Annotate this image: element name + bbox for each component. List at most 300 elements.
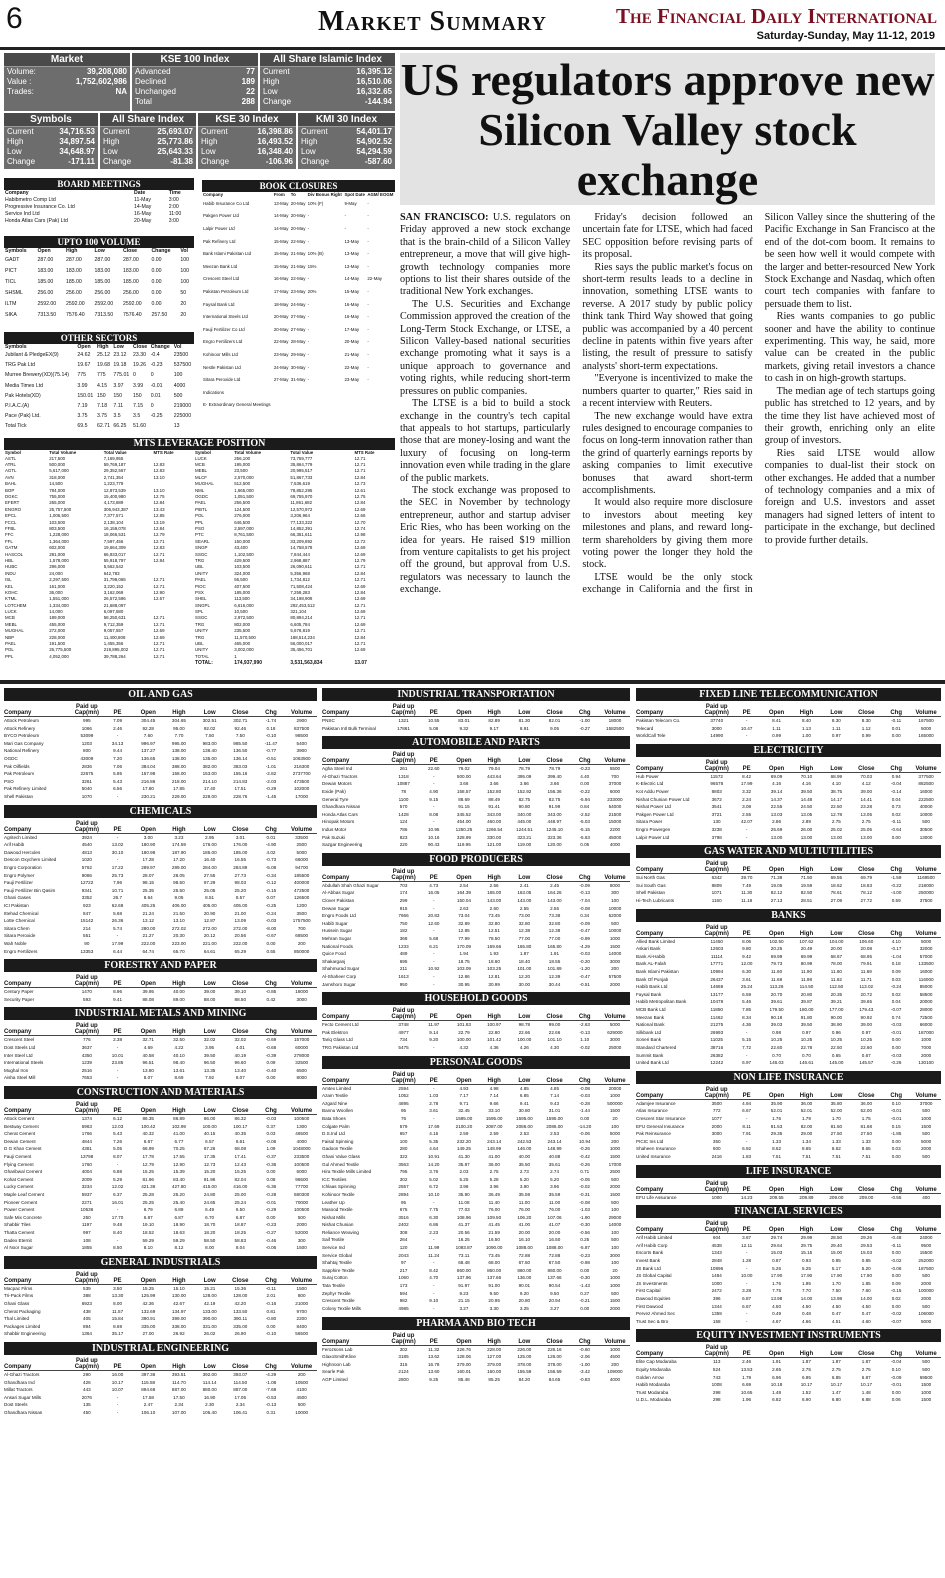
page-header [0, 0, 945, 50]
table-cell: 96.60 [234, 1060, 247, 1066]
table-cell: Indications [203, 389, 224, 395]
table-cell: -0.08 [579, 1085, 590, 1091]
table-cell: 43009 [80, 755, 94, 761]
table-cell: 14.48 [800, 796, 813, 802]
table-cell: 5,678,819 [290, 628, 310, 634]
table-cell: 233000 [607, 796, 623, 802]
table-cell: 59.29 [173, 1237, 185, 1243]
table-cell: 12.71 [153, 615, 165, 621]
table-cell: - [367, 213, 369, 219]
table-cell: 56500 [295, 1331, 309, 1337]
table-cell: 4.94 [742, 1100, 752, 1106]
table-cell: 136.14 [233, 755, 248, 761]
table-cell: 158.57 [456, 788, 471, 794]
table-cell: 68.00 [488, 1260, 500, 1266]
table-cell: 1,334,000 [49, 602, 69, 608]
table-cell: 11.00 [518, 1199, 530, 1205]
table-cell: 2000 [920, 1280, 932, 1286]
table-cell: 79.04 [488, 766, 500, 772]
table-cell: Dewan Motors [322, 781, 352, 787]
total-rate: 13.07 [354, 659, 367, 666]
table-cell: 85.25 [488, 1376, 500, 1382]
table-cell: -0.23 [150, 362, 163, 369]
column-header: Vol [173, 344, 182, 350]
table-cell: 1052 [398, 1093, 409, 1099]
table-cell: 137.27 [141, 748, 156, 754]
table-cell: 500.00 [456, 773, 471, 779]
table-cell: 16,159,078 [103, 525, 126, 531]
table-cell: 153.00 [202, 771, 217, 777]
table-cell: 20.00 [548, 1229, 561, 1235]
table-cell: 100.97 [487, 1022, 502, 1028]
sector-header-row [4, 1020, 317, 1036]
sector-header-row [636, 1218, 941, 1234]
table-cell: - [745, 1052, 748, 1058]
table-cell: Pak Suzuki [322, 834, 345, 840]
table-cell: Sazgar Engineering [322, 842, 363, 848]
table-cell: 88.00 [203, 996, 216, 1002]
table-cell: 29.40 [830, 1242, 843, 1248]
table-cell: 100 [173, 372, 183, 379]
table-cell: 2000 [920, 1295, 932, 1301]
table-cell: 12.69 [354, 551, 366, 557]
column-header: PE [742, 1092, 751, 1099]
column-header: Paid up Cap(mn) [704, 861, 729, 874]
table-cell: TRG [195, 621, 205, 627]
table-cell: 17.85 [173, 786, 185, 792]
table-cell: 136.40 [202, 748, 217, 754]
table-cell: 7.91 [742, 1131, 752, 1137]
table-cell: 5,356,968 [290, 570, 310, 576]
table-cell: Azgard Nine [322, 1100, 348, 1106]
table-cell: 1.11 [772, 725, 781, 731]
table-cell: 2.56 [489, 882, 499, 888]
table-cell: PICT [5, 267, 17, 274]
column-header: High [96, 344, 109, 350]
table-cell: - [745, 834, 748, 840]
table-cell: Invest Bank [636, 1257, 661, 1263]
table-cell: 25.25 [142, 1199, 154, 1205]
table-cell: -2.63 [579, 1022, 590, 1028]
table-cell: 0.97 [831, 733, 841, 739]
table-cell: 0.00 [891, 1037, 901, 1043]
table-cell: -0.21 [579, 1298, 590, 1304]
article-paragraph: Ries said LTSE would allow companies to dual-list their stock on other exchanges. He added that a number of technology companies and a mix of foreign and U.S. investors and asset managers had signed letters of intent to participate in the exchange, but declined to provide further details. [764, 447, 935, 546]
table-cell: 0.08 [266, 1176, 276, 1182]
table-cell: - [307, 339, 310, 345]
table-cell: -0.25 [265, 902, 277, 908]
table-cell: 16-May [134, 210, 152, 217]
table-cell: 15142 [80, 918, 94, 924]
table-cell: 22.66 [518, 1029, 531, 1035]
column-header: Low [518, 1338, 531, 1345]
table-cell: Ichlaas Spinning [322, 1184, 356, 1190]
table-cell: 12603 [710, 946, 724, 952]
table-cell: 11.08 [458, 1199, 470, 1205]
table-cell: 85000 [919, 984, 933, 990]
table-cell: 29.64 [770, 1242, 783, 1248]
table-cell: SSGC [195, 615, 208, 621]
table-cell: 2.86 [772, 819, 782, 825]
table-row [636, 834, 941, 842]
table-cell: 68500 [295, 933, 309, 939]
table-cell: 580300 [294, 1191, 310, 1197]
table-cell: 14-May [273, 225, 289, 231]
table-cell: 8809 [711, 882, 722, 888]
table-row [4, 910, 317, 918]
table-cell: 2.45 [550, 882, 560, 888]
table-cell: -0.29 [265, 1207, 277, 1213]
table-cell: 10.95 [427, 826, 440, 832]
table-cell: 415.00 [202, 1184, 217, 1190]
table-cell: 646,500 [234, 519, 251, 525]
table-cell: 7.18 [96, 403, 108, 410]
table-cell: Amtex Limited [322, 1085, 352, 1091]
table-cell: 69.5 [77, 423, 88, 430]
table-cell: - [432, 1283, 435, 1289]
table-cell: 90.92 [860, 1014, 873, 1020]
table-cell: 17000 [295, 793, 309, 799]
table-cell: 8.30 [831, 718, 841, 723]
table-cell: 10000 [608, 905, 622, 911]
table-cell: -0.01 [890, 1115, 902, 1121]
table-cell: 7313.50 [94, 311, 114, 318]
table-cell: 11.00 [548, 1199, 561, 1205]
column-header: Company [203, 192, 224, 197]
table-cell: 200 [611, 1138, 619, 1144]
table-cell: 18,066,531 [103, 532, 126, 538]
table-cell: 176.00 [202, 842, 217, 848]
table-cell: 837500 [294, 725, 310, 731]
table-row [4, 1206, 317, 1214]
table-cell: 146.61 [799, 1060, 814, 1066]
table-cell: 12.69 [354, 647, 366, 653]
table-cell: -1.01 [265, 763, 277, 769]
table-cell: 256.00 [94, 289, 111, 296]
table-cell: Nishat Chunian [322, 1222, 354, 1228]
table-row [202, 197, 395, 210]
table-cell: SNGP [195, 545, 208, 551]
column-header: Paid up Cap(mn) [74, 1358, 100, 1370]
table-cell: -2.52 [579, 811, 590, 817]
table-cell: 128.06 [456, 1354, 471, 1360]
table-row [636, 1366, 941, 1374]
table-cell: 20.08 [860, 946, 873, 952]
table-cell: Pakgen Power Ltd [636, 811, 674, 817]
table-cell: 250000 [918, 890, 934, 896]
table-cell: Masood Textile [322, 1207, 353, 1213]
table-cell: - [432, 905, 435, 911]
table-cell: 14-May [273, 213, 289, 219]
table-cell: 0 [133, 372, 136, 379]
table-cell: 10.71 [111, 887, 124, 893]
sector-title: LIFE INSURANCE [636, 1165, 941, 1178]
table-cell: 0.04 [891, 796, 901, 802]
table-cell: 3500 [711, 1100, 722, 1106]
table-row [636, 1194, 941, 1202]
table-cell: 7.70 [801, 1288, 811, 1294]
table-cell: -0.04 [890, 1359, 902, 1365]
table-cell: 602,000 [49, 545, 66, 551]
table-cell: 10,500 [234, 609, 248, 615]
table-cell: 378.00 [517, 1361, 532, 1367]
table-cell: Ghandhara Nissan [4, 1409, 43, 1415]
table-row [322, 1199, 630, 1207]
table-row [4, 1401, 317, 1409]
column-header: Close [858, 867, 875, 874]
column-header: High [487, 710, 501, 716]
table-cell: 36.00 [800, 1100, 813, 1106]
table-cell: 13798 [80, 1153, 94, 1159]
column-header: Paid up Cap(mn) [704, 1086, 729, 1099]
table-cell: 91.99 [548, 804, 561, 810]
table-cell: 22.50 [830, 1044, 843, 1050]
table-cell: 37740 [710, 718, 724, 723]
table-cell: 39.14 [770, 788, 783, 794]
table-cell: 880.00 [202, 1387, 217, 1393]
table-cell: 187500 [918, 1265, 934, 1271]
table-cell: 500 [611, 1199, 619, 1205]
table-row [4, 770, 317, 778]
table-cell: 1500 [609, 1298, 621, 1304]
table-cell: 232.20 [456, 1138, 471, 1144]
table-cell: 272.00 [233, 925, 248, 931]
table-cell: - [116, 1402, 119, 1408]
table-cell: 13.00 [860, 834, 873, 840]
table-cell: MLCF [195, 474, 207, 480]
table-row [636, 897, 941, 905]
table-cell: - [116, 834, 119, 840]
column-header: Chg [578, 874, 591, 881]
table-cell: 12.71 [153, 577, 165, 583]
table-row [4, 1229, 317, 1237]
table-cell: 0.01 [891, 725, 901, 731]
table-cell: 11.62 [830, 976, 842, 982]
table-cell: 472500 [294, 887, 310, 893]
table-cell: 570 [399, 804, 408, 810]
table-cell: 78.50 [488, 935, 500, 941]
table-cell: 3.61 [429, 1108, 439, 1114]
table-cell: 894.68 [141, 1387, 156, 1393]
table-cell: - [745, 826, 748, 832]
table-cell: 12.71 [354, 641, 366, 647]
sector-title: GAS WATER AND MULTIUTILITIES [636, 845, 941, 858]
table-cell: 0.00 [151, 300, 162, 307]
table-cell: 69.99 [770, 953, 783, 959]
table-cell: 14,758,578 [290, 545, 313, 551]
sector-title: INDUSTRIAL ENGINEERING [4, 1342, 317, 1355]
table-cell: 71.50 [800, 875, 813, 881]
table-cell: 21.15 [458, 1298, 470, 1304]
table-cell: 37000 [608, 781, 622, 787]
table-cell: 92.46 [234, 725, 247, 731]
table-cell: 300 [297, 1237, 306, 1243]
sector-table [636, 909, 941, 1067]
data-table [4, 190, 194, 224]
table-cell: 0.00 [891, 1303, 901, 1309]
table-cell: 1374 [81, 1116, 92, 1121]
table-cell: 124 [399, 819, 408, 825]
table-cell [150, 421, 173, 431]
table-cell: 10.01 [111, 1052, 124, 1058]
table-cell: 183.00 [94, 267, 111, 274]
table-cell: Escorts Bank [636, 1250, 664, 1256]
table-cell: 281,000 [49, 551, 66, 557]
table-row [4, 276, 194, 287]
table-cell: Cherat Packaging [4, 1308, 41, 1314]
table-cell: 29000 [608, 1214, 622, 1220]
table-cell: Nishat Chunian Power Ltd [636, 796, 690, 802]
table-cell: Atlas Insurance [636, 1108, 668, 1114]
table-cell: 12.51 [488, 928, 500, 934]
table-cell: 52.00 [860, 1108, 873, 1114]
table-cell: 114.70 [172, 1379, 186, 1385]
table-cell: 10.25 [860, 1037, 873, 1043]
table-cell: 7.70 [174, 733, 184, 739]
sector-table [636, 1165, 941, 1202]
table-cell: 188,514,234 [290, 634, 315, 640]
table-row [4, 309, 194, 320]
table-cell: 40.00 [518, 1153, 531, 1159]
table-cell: -0.47 [579, 973, 590, 979]
table-title: BOOK CLOSURES [202, 180, 395, 192]
table-row [636, 1138, 941, 1146]
table-cell: 0.00 [580, 1267, 590, 1273]
table-cell: 0.70 [801, 1052, 811, 1058]
table-cell: -0.34 [265, 872, 277, 878]
table-cell: 92.02 [203, 725, 216, 731]
table-row [636, 1130, 941, 1138]
table-cell: 20 [180, 300, 187, 307]
table-cell: 304.45 [141, 718, 156, 723]
table-cell: 6.30 [429, 1214, 439, 1220]
table-cell: 7.19 [77, 403, 88, 410]
table-cell: Total Tick [5, 423, 27, 430]
table-row [636, 732, 941, 740]
table-cell: 218.00 [171, 778, 186, 784]
table-title: MTS LEVERAGE POSITION [4, 438, 395, 450]
table-cell: 3.00 [143, 834, 153, 840]
table-cell: 302.71 [233, 718, 248, 723]
table-cell: - [116, 1237, 119, 1243]
table-cell: - [116, 1067, 119, 1073]
table-cell: 3.76 [429, 1169, 439, 1175]
table-cell: 72500 [919, 1014, 933, 1020]
table-cell: 18000 [295, 989, 309, 995]
sector-table [322, 736, 630, 849]
table-cell: 40.19 [234, 1052, 247, 1058]
column-header: Volume [291, 826, 313, 833]
table-cell: 2594 [398, 1085, 409, 1091]
table-cell: LUCK [195, 455, 207, 461]
column-header: Close [858, 710, 875, 716]
table-cell: 12.38 [518, 928, 531, 934]
table-cell: 256,500 [234, 500, 251, 506]
table-cell: 1,455,356 [103, 641, 124, 647]
table-cell: 1000 [920, 1115, 932, 1121]
table-cell: 9.42 [742, 953, 752, 959]
table-cell: 1000 [711, 1194, 722, 1200]
table-cell: 7653 [81, 1075, 92, 1081]
table-cell: 0.97 [801, 1029, 811, 1035]
table-cell: PSX [195, 589, 204, 595]
table-row [322, 1168, 630, 1176]
column-header: Close [546, 1338, 563, 1345]
table-cell: 3,002,000 [234, 647, 254, 653]
table-cell: 36.00 [488, 1161, 500, 1167]
table-cell: 124,500 [234, 506, 251, 512]
column-header: Paid up Cap(mn) [391, 868, 416, 881]
table-cell: 185.00 [94, 278, 111, 285]
table-row [4, 725, 317, 733]
table-cell: 2.60 [489, 905, 499, 911]
sector-table [322, 1056, 630, 1313]
table-cell: 9341 [81, 887, 92, 893]
sector-header-row [322, 866, 630, 882]
table-cell: 786 [399, 826, 408, 832]
table-cell: 13.61 [173, 1067, 185, 1073]
table-cell: 33.10 [488, 1108, 500, 1114]
table-row [4, 1379, 317, 1387]
table-cell: 7.17 [459, 1093, 469, 1099]
table-cell: 86.89 [173, 1116, 185, 1121]
table-cell: 2:00 [168, 203, 179, 210]
table-cell: 1088.00 [546, 1245, 563, 1251]
table-cell: 96.51 [142, 1060, 154, 1066]
table-cell: 16.01 [111, 1199, 124, 1205]
table-row [322, 1274, 630, 1282]
column-header: High [799, 1351, 814, 1358]
column-header: Low [830, 867, 843, 874]
table-cell: 1.79 [801, 1115, 811, 1121]
table-cell: 20.70 [770, 991, 783, 997]
table-cell: 128.00 [233, 1293, 248, 1299]
table-row [4, 1044, 317, 1052]
other-sectors-table [4, 332, 194, 432]
table-cell: 0.37 [266, 1123, 276, 1129]
table-cell: 17.50 [173, 1394, 185, 1400]
table-row [636, 717, 941, 725]
table-cell: 13.43 [153, 506, 165, 512]
table-cell: 4.40 [580, 773, 590, 779]
column-header: Close [858, 930, 875, 937]
table-cell: -0.11 [891, 718, 902, 723]
table-row [322, 965, 630, 973]
table-cell: Mari Gas Company [4, 740, 44, 746]
table-cell: 45000 [608, 834, 622, 840]
table-cell: 2,138,104 [103, 519, 124, 525]
table-cell: 20-May [290, 225, 306, 231]
table-cell: Al-Ghazi Tractors [4, 1372, 40, 1377]
table-cell: Abdullah Shah Ghazi Sugar [322, 882, 379, 888]
table-cell: 1197 [81, 1222, 92, 1228]
table-cell: UNITY [195, 628, 209, 634]
table-cell: 10887 [397, 781, 410, 787]
table-row [202, 285, 395, 298]
table-cell: 3637 [81, 1044, 92, 1050]
table-cell: 2592.00 [94, 300, 114, 307]
table-cell: 2.95 [205, 834, 215, 840]
column-header: High [172, 1029, 186, 1036]
table-cell: SNGPL [195, 602, 210, 608]
table-cell: 0.10 [891, 1366, 901, 1372]
table-cell [153, 660, 194, 666]
column-header: Volume [604, 1077, 626, 1084]
table-row [4, 1153, 317, 1161]
table-cell: 8.04 [235, 1245, 245, 1251]
table-cell: 5.20 [550, 1176, 560, 1182]
table-row [4, 732, 317, 740]
